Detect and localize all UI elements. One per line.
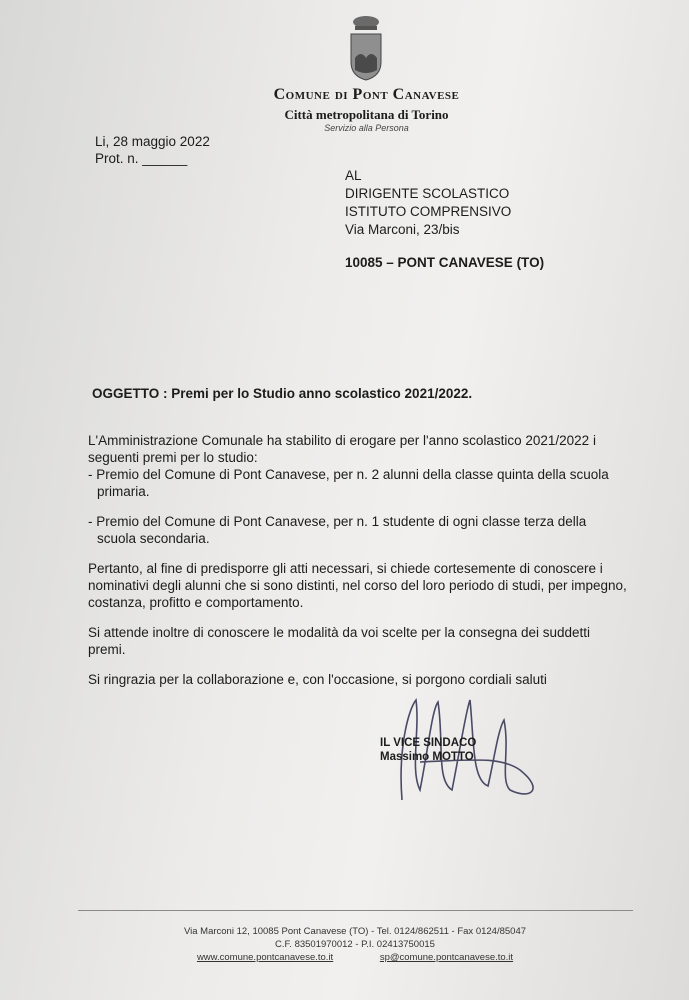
footer-tax-codes: C.F. 83501970012 - P.I. 02413750015 (275, 939, 435, 950)
prize-item: - Premio del Comune di Pont Canavese, per n. 2 alunni della classe quinta della scuola primaria. (88, 467, 609, 499)
email-link[interactable]: sp@comune.pontcanavese.to.it (379, 952, 514, 963)
delivery-paragraph: Si attende inoltre di conoscere le modalità da voi scelte per la consegna dei suddetti premi. (88, 625, 591, 657)
recipient-line: Via Marconi, 23/bis (345, 222, 460, 237)
recipient-line: DIRIGENTE SCOLASTICO (345, 186, 510, 201)
signature-block (380, 736, 476, 764)
prize-item: - Premio del Comune di Pont Canavese, per n. 1 studente di ogni classe terza della scuola secondaria. (88, 514, 587, 546)
closing-paragraph: Si ringrazia per la collaborazione e, con l'occasione, si porgono cordiali saluti (88, 672, 547, 687)
signer-role: IL VICE SINDACO (380, 737, 477, 749)
signer-name: Massimo MOTTO (380, 751, 474, 763)
footer-divider (78, 910, 633, 911)
recipient-line: ISTITUTO COMPRENSIVO (345, 204, 512, 219)
recipient-city: 10085 – PONT CANAVESE (TO) (345, 255, 545, 270)
coat-of-arms-icon (345, 14, 387, 82)
recipient-line: AL (345, 168, 362, 183)
protocol-number: Prot. n. ______ (95, 151, 188, 166)
website-link[interactable]: www.comune.pontcanavese.to.it (196, 952, 334, 963)
footer-contacts (140, 952, 570, 963)
letter-date: Li, 28 maggio 2022 (95, 134, 210, 149)
recipient-address (345, 167, 511, 239)
footer-address: Via Marconi 12, 10085 Pont Canavese (TO) - Tel. 0124/862511 - Fax 0124/85047 (183, 926, 527, 937)
letter-body (88, 432, 628, 701)
request-paragraph: Pertanto, al fine di predisporre gli atti necessari, si chiede cortesemente di conoscere i nominativi degli alunni che si sono distinti, nel corso del loro periodo di studi, per impegno, costanza, profitto e comportamento. (88, 561, 627, 610)
service-name: Servizio alla Persona (324, 123, 409, 133)
municipality-subtitle: Città metropolitana di Torino (284, 107, 449, 122)
intro-paragraph: L'Amministrazione Comunale ha stabilito di erogare per l'anno scolastico 2021/2022 i seguenti premi per lo studio: (88, 433, 596, 465)
municipality-name: Comune di Pont Canavese (273, 86, 460, 103)
subject-line: OGGETTO : Premi per lo Studio anno scolastico 2021/2022. (92, 386, 473, 401)
